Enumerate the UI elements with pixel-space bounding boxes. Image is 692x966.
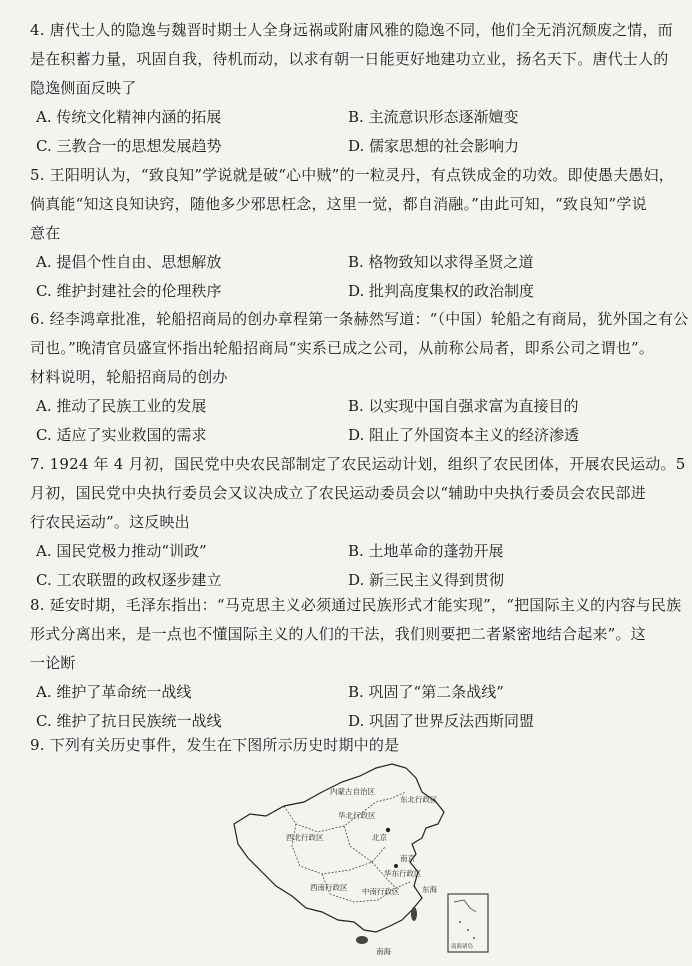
- question-text-line: 4. 唐代士人的隐逸与魏晋时期士人全身远祸或附庸风雅的隐逸不同，他们全无消沉颓废之情，而: [30, 21, 673, 39]
- option-row: [30, 392, 670, 421]
- inset-coast: [454, 900, 476, 912]
- hainan-island: [356, 936, 368, 944]
- label-southwest: 西南行政区: [310, 883, 348, 892]
- question-5: [30, 161, 674, 306]
- question-text-line: 司也。”晚清官员盛宣怀指出轮船招商局“实系已成之公司，从前称公局者，即系公司之谓也”。: [30, 339, 655, 357]
- china-regions-map: [226, 762, 498, 962]
- option-a[interactable]: A. 推动了民族工业的发展: [36, 397, 207, 415]
- question-text-line: 8. 延安时期，毛泽东指出：“马克思主义必须通过民族形式才能实现”，“把国际主义的内容与民族: [30, 596, 682, 614]
- option-c[interactable]: C. 维护了抗日民族统一战线: [36, 712, 222, 730]
- option-a[interactable]: A. 维护了革命统一战线: [36, 683, 192, 701]
- option-b[interactable]: B. 主流意识形态逐渐嬗变: [348, 108, 519, 126]
- question-text-line: 一论断: [30, 654, 76, 672]
- question-text-line: 5. 王阳明认为，“致良知”学说就是破“心中贼”的一粒灵丹，有点铁成金的功效。即使愚夫愚妇，: [30, 166, 674, 184]
- question-text-line: 9. 下列有关历史事件，发生在下图所示历史时期中的是: [30, 736, 400, 754]
- label-islands: 南海诸岛: [451, 944, 474, 950]
- option-row: [30, 103, 670, 132]
- question-text-line: 材料说明，轮船招商局的创办: [30, 368, 228, 386]
- option-a[interactable]: A. 国民党极力推动“训政”: [36, 542, 207, 560]
- inset-island: [459, 921, 461, 923]
- question-8: [30, 591, 682, 736]
- question-text-line: 是在积蓄力量，巩固自我，待机而动，以求有朝一日能更好地建功立业，扬名天下。唐代士人的: [30, 50, 669, 68]
- option-c[interactable]: C. 三教合一的思想发展趋势: [36, 137, 222, 155]
- map-figure: [226, 762, 498, 962]
- question-text-line: 6. 经李鸿章批准，轮船招商局的创办章程第一条赫然写道：“（中国）轮船之有商局，犹外国之有公: [30, 310, 689, 328]
- option-row: [30, 277, 670, 306]
- option-d[interactable]: D. 儒家思想的社会影响力: [348, 137, 520, 155]
- question-text-line: 形式分离出来，是一点也不懂国际主义的人们的干法，我们则要把二者紧密地结合起来”。这: [30, 625, 646, 643]
- label-inner-mongolia: 内蒙古自治区: [330, 787, 375, 796]
- label-nanjing: 南京: [400, 854, 415, 863]
- option-row: [30, 537, 670, 566]
- option-b[interactable]: B. 土地革命的蓬勃开展: [348, 542, 504, 560]
- option-c[interactable]: C. 工农联盟的政权逐步建立: [36, 571, 222, 589]
- label-beijing: 北京: [372, 833, 387, 842]
- question-6: [30, 305, 689, 450]
- option-b[interactable]: B. 巩固了“第二条战线”: [348, 683, 504, 701]
- option-a[interactable]: A. 提倡个性自由、思想解放: [36, 253, 222, 271]
- label-north-china: 华北行政区: [338, 811, 376, 820]
- option-d[interactable]: D. 阻止了外国资本主义的经济渗透: [348, 426, 580, 444]
- question-4: [30, 16, 673, 161]
- option-d[interactable]: D. 巩固了世界反法西斯同盟: [348, 712, 535, 730]
- question-9: [30, 731, 670, 760]
- region-boundary: [292, 824, 386, 874]
- option-d[interactable]: D. 新三民主义得到贯彻: [348, 571, 505, 589]
- nanjing-marker: [394, 864, 398, 868]
- beijing-marker: [386, 828, 390, 832]
- option-b[interactable]: B. 格物致知以求得圣贤之道: [348, 253, 534, 271]
- option-row: [30, 248, 670, 277]
- option-a[interactable]: A. 传统文化精神内涵的拓展: [36, 108, 222, 126]
- question-7: [30, 450, 686, 595]
- label-northeast: 东北行政区: [400, 795, 438, 804]
- option-c[interactable]: C. 适应了实业救国的需求: [36, 426, 207, 444]
- question-text-line: 意在: [30, 224, 61, 242]
- question-text-line: 7. 1924 年 4 月初，国民党中央农民部制定了农民运动计划，组织了农民团体，开展农民运动。5: [30, 455, 686, 473]
- taiwan-island: [411, 907, 417, 921]
- label-south-sea: 南海: [376, 947, 391, 956]
- question-text-line: 隐逸侧面反映了: [30, 79, 137, 97]
- option-row: [30, 421, 670, 450]
- inset-island: [467, 929, 469, 931]
- label-east-china: 华东行政区: [384, 869, 422, 878]
- option-c[interactable]: C. 维护封建社会的伦理秩序: [36, 282, 222, 300]
- option-row: [30, 132, 670, 161]
- inset-island: [473, 937, 475, 939]
- region-boundary: [344, 826, 372, 862]
- label-northwest: 西北行政区: [286, 833, 324, 842]
- question-text-line: 月初，国民党中央执行委员会又议决成立了农民运动委员会以“辅助中央执行委员会农民部进: [30, 484, 646, 502]
- question-text-line: 行农民运动”。这反映出: [30, 513, 190, 531]
- option-row: [30, 678, 670, 707]
- label-central-south: 中南行政区: [362, 887, 400, 896]
- question-text-line: 倘真能“知这良知诀窍，随他多少邪思枉念，这里一觉，都自消融。”由此可知，“致良知”学说: [30, 195, 647, 213]
- option-b[interactable]: B. 以实现中国自强求富为直接目的: [348, 397, 579, 415]
- label-east-sea: 东海: [422, 885, 437, 894]
- option-d[interactable]: D. 批判高度集权的政治制度: [348, 282, 535, 300]
